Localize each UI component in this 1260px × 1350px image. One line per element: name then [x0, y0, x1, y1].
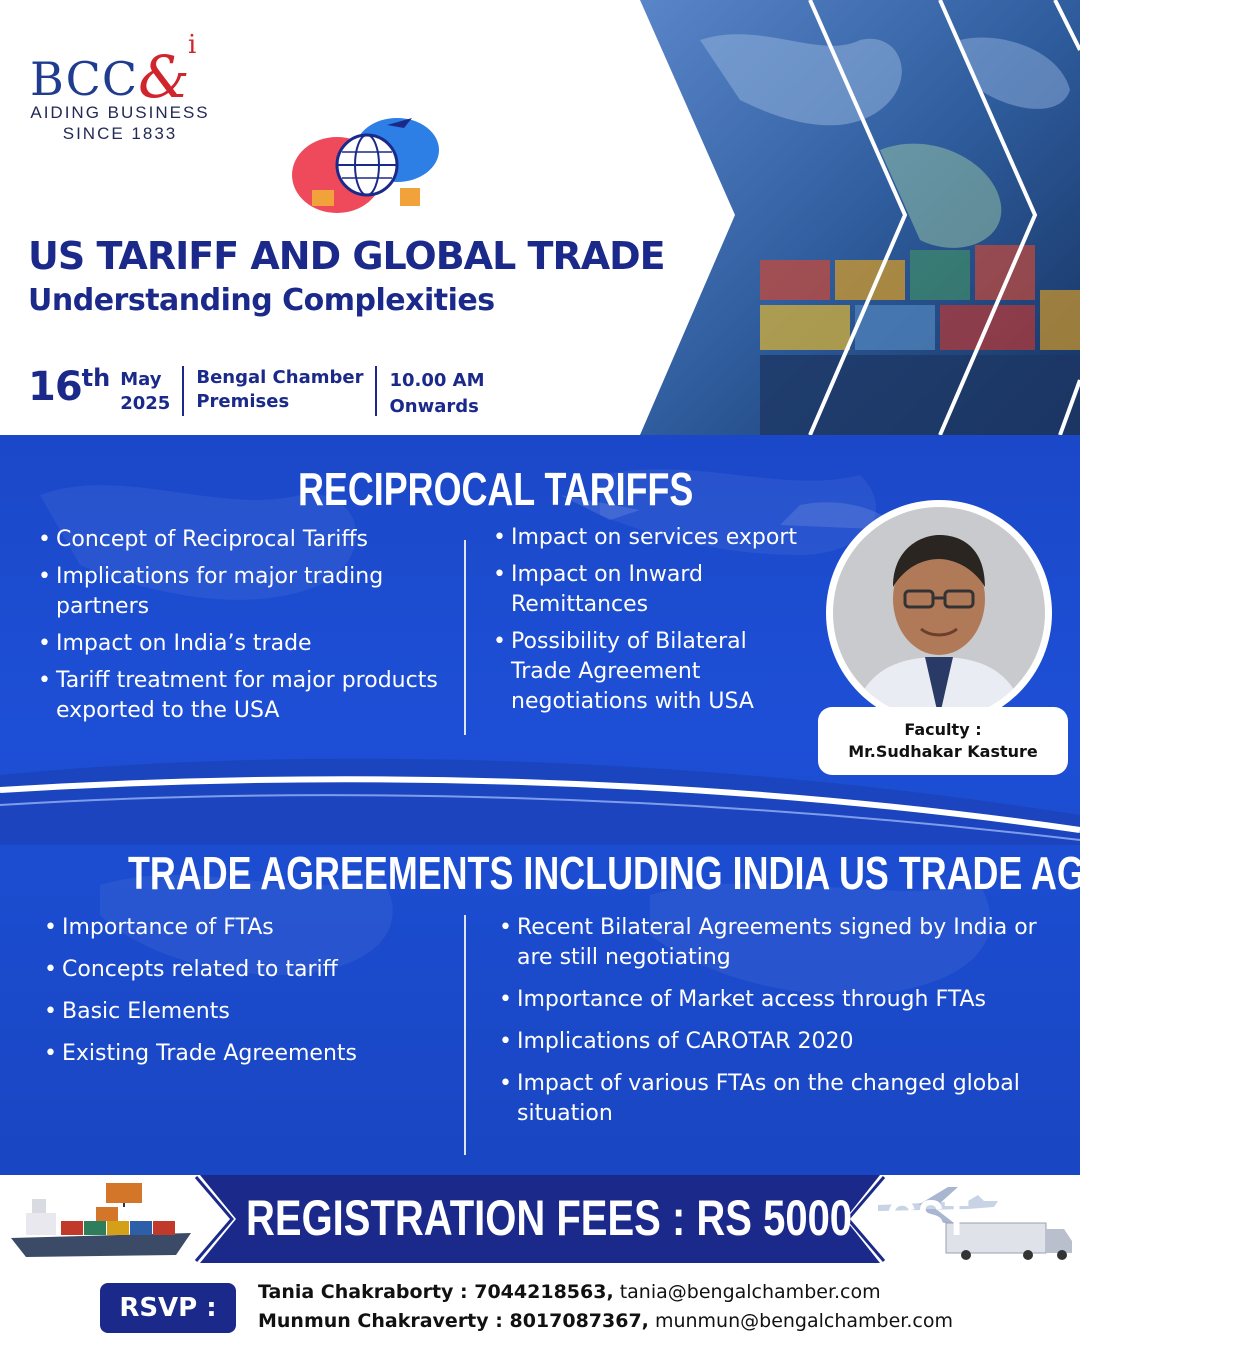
event-venue-1: Bengal Chamber	[196, 367, 364, 388]
list-item: • Impact of various FTAs on the changed global situation	[499, 1069, 1039, 1129]
bcci-logo	[30, 30, 220, 144]
info-divider	[375, 366, 377, 416]
event-month: May	[120, 369, 162, 390]
list-item: • Existing Trade Agreements	[44, 1039, 464, 1069]
event-time-1: 10.00 AM	[389, 370, 485, 391]
event-day-suffix: th	[81, 364, 111, 392]
list-item: • Impact on Inward Remittances	[493, 560, 813, 620]
list-item: • Recent Bilateral Agreements signed by India or are still negotiating	[499, 913, 1039, 973]
rsvp-button[interactable]: RSVP :	[100, 1283, 236, 1333]
logo-tagline-2: SINCE 1833	[62, 124, 178, 143]
list-item: • Tariff treatment for major products exported to the USA	[38, 666, 458, 726]
registration-fees: REGISTRATION FEES : RS 5000+ GST	[246, 1190, 969, 1246]
event-time-2: Onwards	[389, 396, 479, 417]
event-subtitle: Understanding Complexities	[28, 283, 495, 318]
logo-ampersand: &	[138, 43, 190, 111]
list-item: • Importance of FTAs	[44, 913, 464, 943]
section1-left-list	[38, 525, 458, 733]
event-info	[28, 362, 485, 422]
globe-trade-icon	[292, 110, 442, 220]
section2-divider	[464, 915, 466, 1155]
section1-divider	[464, 540, 466, 735]
event-year: 2025	[120, 393, 171, 414]
ship-icon	[6, 1183, 196, 1261]
section2-right-list	[499, 913, 1039, 1141]
faculty-name: Mr.Sudhakar Kasture	[848, 742, 1038, 761]
list-item: • Basic Elements	[44, 997, 464, 1027]
section2-left-list	[44, 913, 464, 1081]
event-day: 16	[28, 364, 82, 410]
logo-i: i	[188, 30, 197, 60]
contact-email[interactable]: munmun@bengalchamber.com	[654, 1310, 953, 1332]
list-item: • Impact on services export	[493, 523, 813, 553]
list-item: • Implications for major trading partners	[38, 562, 458, 622]
contact-name: Tania Chakraborty : 7044218563,	[258, 1281, 614, 1303]
faculty-photo	[833, 507, 1045, 719]
list-item: • Possibility of Bilateral Trade Agreement negotiations with USA	[493, 627, 813, 717]
section1-right-list	[493, 523, 813, 724]
contact-1	[258, 1281, 881, 1303]
event-title: US TARIFF AND GLOBAL TRADE	[28, 234, 665, 278]
section1-title: RECIPROCAL TARIFFS	[298, 463, 694, 515]
header	[0, 0, 1080, 435]
list-item: • Concepts related to tariff	[44, 955, 464, 985]
contact-2	[258, 1310, 953, 1332]
list-item: • Importance of Market access through FTAs	[499, 985, 1039, 1015]
section2-title: TRADE AGREEMENTS INCLUDING INDIA US TRADE AGREEMENT	[128, 847, 1260, 899]
faculty-card	[818, 707, 1068, 775]
logo-bcc: BCC	[30, 52, 139, 106]
contact-name: Munmun Chakraverty : 8017087367,	[258, 1310, 649, 1332]
logo-tagline-1: AIDING BUSINESS	[30, 103, 210, 122]
contact-email[interactable]: tania@bengalchamber.com	[619, 1281, 881, 1303]
event-venue-2: Premises	[196, 391, 290, 412]
list-item: • Implications of CAROTAR 2020	[499, 1027, 1039, 1057]
list-item: • Concept of Reciprocal Tariffs	[38, 525, 458, 555]
faculty-label: Faculty :	[904, 720, 982, 739]
faculty-photo-frame	[826, 500, 1052, 726]
info-divider	[182, 366, 184, 416]
list-item: • Impact on India’s trade	[38, 629, 458, 659]
